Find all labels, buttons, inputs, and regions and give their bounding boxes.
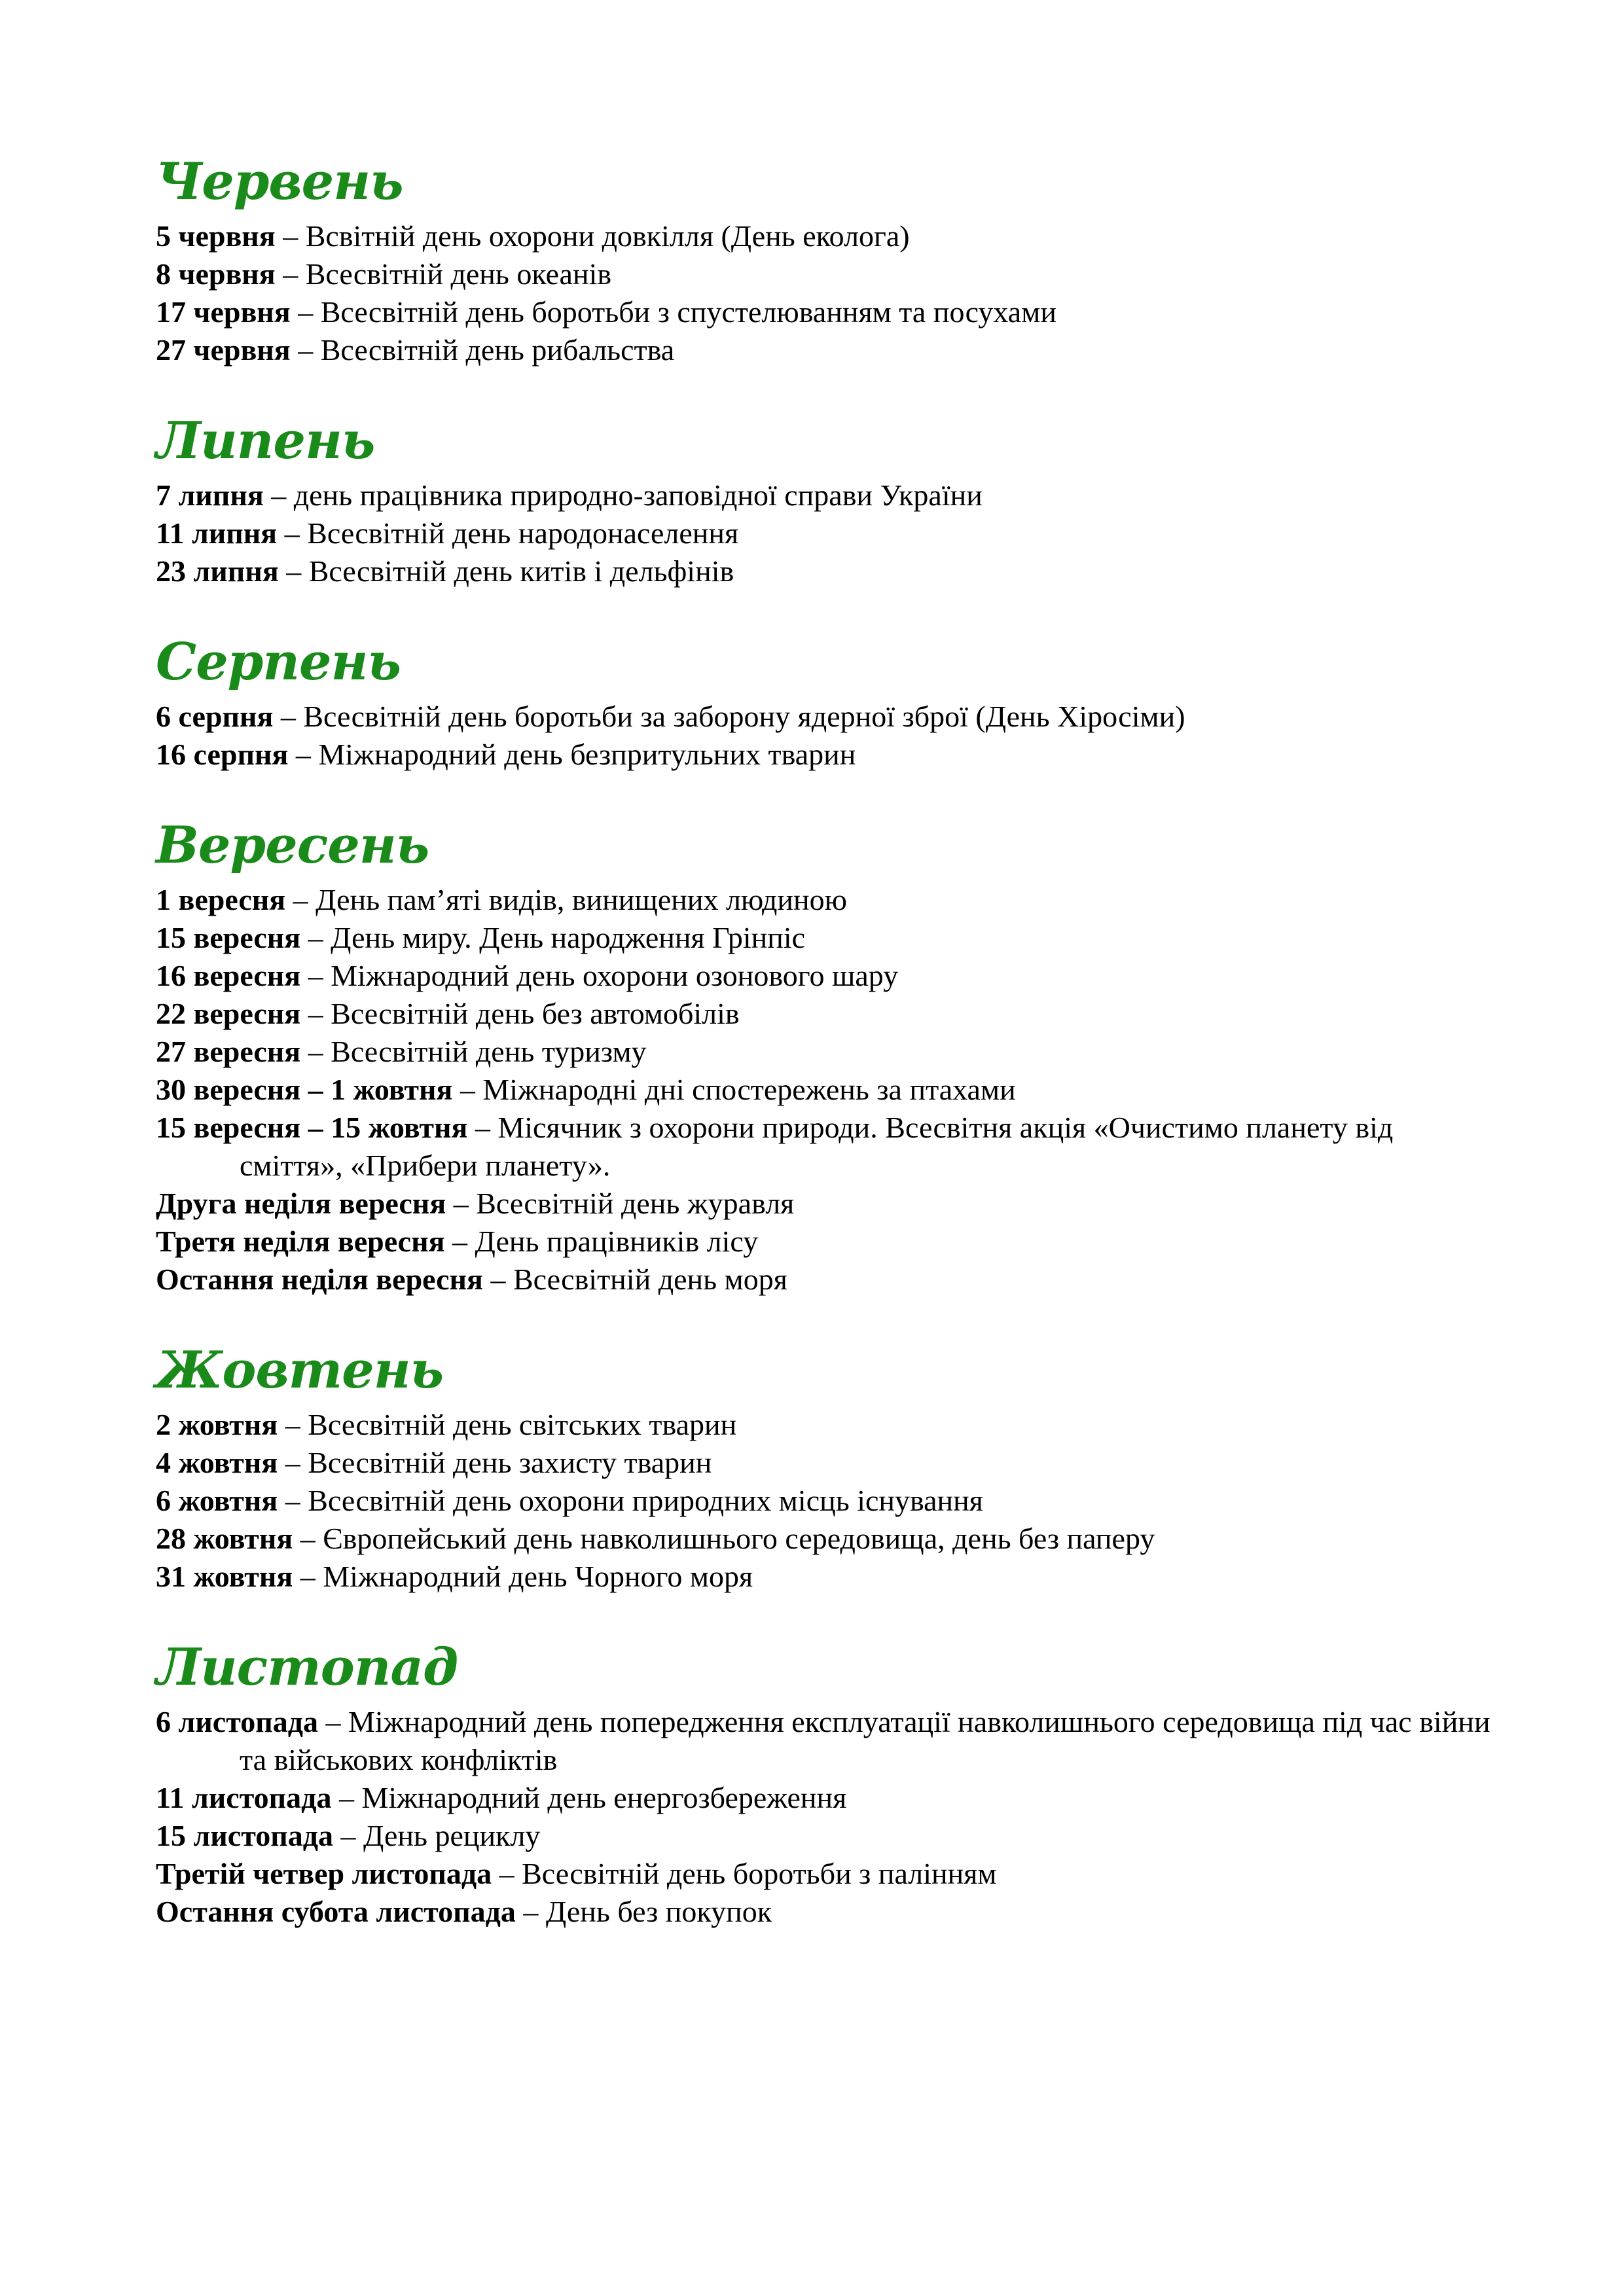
- event-description: – Всесвітній день боротьби за заборону ядерної зброї (День Хіросіми): [273, 700, 1185, 733]
- event-description: – Міжнародний день охорони озонового шару: [300, 959, 899, 992]
- event-description: – День без покупок: [515, 1895, 772, 1928]
- event-entry: [156, 736, 1491, 774]
- event-entry: [156, 1703, 1491, 1779]
- event-description: – Всесвітній день боротьби з палінням: [492, 1857, 997, 1890]
- event-entry: [156, 293, 1491, 331]
- event-list: [156, 476, 1491, 590]
- month-heading: Серпень: [156, 632, 401, 692]
- event-date: 30 вересня – 1 жовтня: [156, 1073, 453, 1106]
- event-list: [156, 1406, 1491, 1596]
- event-description: – Всесвітній день боротьби з спустелюванням та посухами: [290, 295, 1056, 329]
- event-description: – День працівників лісу: [444, 1225, 759, 1258]
- month-heading: Липень: [156, 411, 375, 471]
- event-entry: [156, 1444, 1491, 1482]
- event-entry: [156, 217, 1491, 255]
- event-entry: [156, 1817, 1491, 1855]
- event-entry: [156, 1779, 1491, 1817]
- event-description: – Міжнародні дні спостережень за птахами: [452, 1073, 1016, 1106]
- event-date: 31 жовтня: [156, 1560, 293, 1593]
- event-description: – Міжнародний день Чорного моря: [293, 1560, 753, 1593]
- event-description: – Всесвітній день без автомобілів: [300, 997, 740, 1030]
- event-description: – Всесвітній день захисту тварин: [278, 1446, 712, 1479]
- event-entry: [156, 881, 1491, 919]
- month-section: [156, 149, 1491, 369]
- event-list: [156, 1703, 1491, 1931]
- event-entry: [156, 552, 1491, 590]
- event-entry: [156, 1855, 1491, 1893]
- month-heading: Жовтень: [156, 1340, 444, 1400]
- event-date: 22 вересня: [156, 997, 301, 1030]
- event-entry: [156, 1893, 1491, 1931]
- event-description: – Всесвітній день рибальства: [290, 333, 675, 367]
- event-entry: [156, 1406, 1491, 1444]
- event-description: – Всесвітній день туризму: [300, 1035, 647, 1068]
- month-section: [156, 813, 1491, 1299]
- event-list: [156, 698, 1491, 774]
- event-entry: [156, 1520, 1491, 1558]
- event-date: 28 жовтня: [156, 1522, 293, 1555]
- event-date: 15 вересня – 15 жовтня: [156, 1111, 468, 1144]
- event-date: 6 жовтня: [156, 1484, 278, 1517]
- month-section: [156, 1635, 1491, 1931]
- event-list: [156, 881, 1491, 1299]
- event-date: 16 вересня: [156, 959, 301, 992]
- event-date: 23 липня: [156, 554, 279, 588]
- event-description: – День миру. День народження Грінпіс: [300, 921, 806, 954]
- event-date: 4 жовтня: [156, 1446, 278, 1479]
- event-date: 1 вересня: [156, 883, 286, 916]
- event-entry: [156, 1185, 1491, 1223]
- event-entry: [156, 476, 1491, 514]
- event-description: – Міжнародний день попередження експлуатації навколишнього середовища під час війни та військових конфліктів: [240, 1705, 1490, 1776]
- event-entry: [156, 957, 1491, 995]
- event-date: 15 листопада: [156, 1819, 333, 1852]
- event-entry: [156, 1033, 1491, 1071]
- month-heading: Вересень: [156, 816, 429, 875]
- event-date: Остання субота листопада: [156, 1895, 516, 1928]
- event-date: 6 серпня: [156, 700, 274, 733]
- event-entry: [156, 1558, 1491, 1596]
- event-entry: [156, 698, 1491, 736]
- event-description: – день працівника природно-заповідної справи України: [263, 478, 983, 512]
- event-description: – Всесвітній день охорони природних місць існування: [278, 1484, 983, 1517]
- event-description: – Всесвітній день журавля: [446, 1187, 795, 1220]
- event-date: 27 вересня: [156, 1035, 301, 1068]
- event-description: – Європейський день навколишнього середовища, день без паперу: [293, 1522, 1155, 1555]
- event-date: 2 жовтня: [156, 1408, 278, 1441]
- event-entry: [156, 919, 1491, 957]
- event-description: – День пам’яті видів, винищених людиною: [285, 883, 847, 916]
- event-entry: [156, 331, 1491, 369]
- event-entry: [156, 514, 1491, 552]
- event-description: – Всвітній день охорони довкілля (День еколога): [275, 219, 910, 253]
- month-section: [156, 630, 1491, 774]
- event-date: Друга неділя вересня: [156, 1187, 446, 1220]
- event-date: 27 червня: [156, 333, 291, 367]
- month-heading: Червень: [156, 152, 403, 211]
- event-list: [156, 217, 1491, 369]
- event-description: – Міжнародний день безпритульних тварин: [288, 738, 856, 771]
- event-entry: [156, 255, 1491, 293]
- event-description: – Міжнародний день енергозбереження: [331, 1781, 847, 1814]
- month-section: [156, 408, 1491, 590]
- event-description: – Всесвітній день світських тварин: [278, 1408, 737, 1441]
- event-description: – Всесвітній день океанів: [275, 257, 612, 291]
- event-description: – День рециклу: [333, 1819, 541, 1852]
- event-date: 16 серпня: [156, 738, 289, 771]
- event-date: 11 липня: [156, 516, 278, 550]
- event-date: Остання неділя вересня: [156, 1263, 483, 1296]
- event-date: 17 червня: [156, 295, 291, 329]
- event-date: Третя неділя вересня: [156, 1225, 445, 1258]
- event-date: 6 листопада: [156, 1705, 318, 1738]
- event-date: Третій четвер листопада: [156, 1857, 492, 1890]
- event-entry: [156, 995, 1491, 1033]
- event-description: – Всесвітній день моря: [482, 1263, 787, 1296]
- event-entry: [156, 1482, 1491, 1520]
- calendar-content: [156, 149, 1491, 1970]
- event-entry: [156, 1071, 1491, 1109]
- event-date: 15 вересня: [156, 921, 301, 954]
- month-section: [156, 1338, 1491, 1596]
- event-date: 5 червня: [156, 219, 276, 253]
- event-entry: [156, 1109, 1491, 1185]
- event-entry: [156, 1261, 1491, 1299]
- event-entry: [156, 1223, 1491, 1261]
- month-heading: Листопад: [156, 1638, 458, 1697]
- event-date: 7 липня: [156, 478, 264, 512]
- event-description: – Всесвітній день народонаселення: [277, 516, 739, 550]
- event-description: – Місячник з охорони природи. Всесвітня акція «Очистимо планету від сміття», «Прибери планету».: [240, 1111, 1394, 1182]
- event-description: – Всесвітній день китів і дельфінів: [278, 554, 734, 588]
- event-date: 11 листопада: [156, 1781, 332, 1814]
- event-date: 8 червня: [156, 257, 276, 291]
